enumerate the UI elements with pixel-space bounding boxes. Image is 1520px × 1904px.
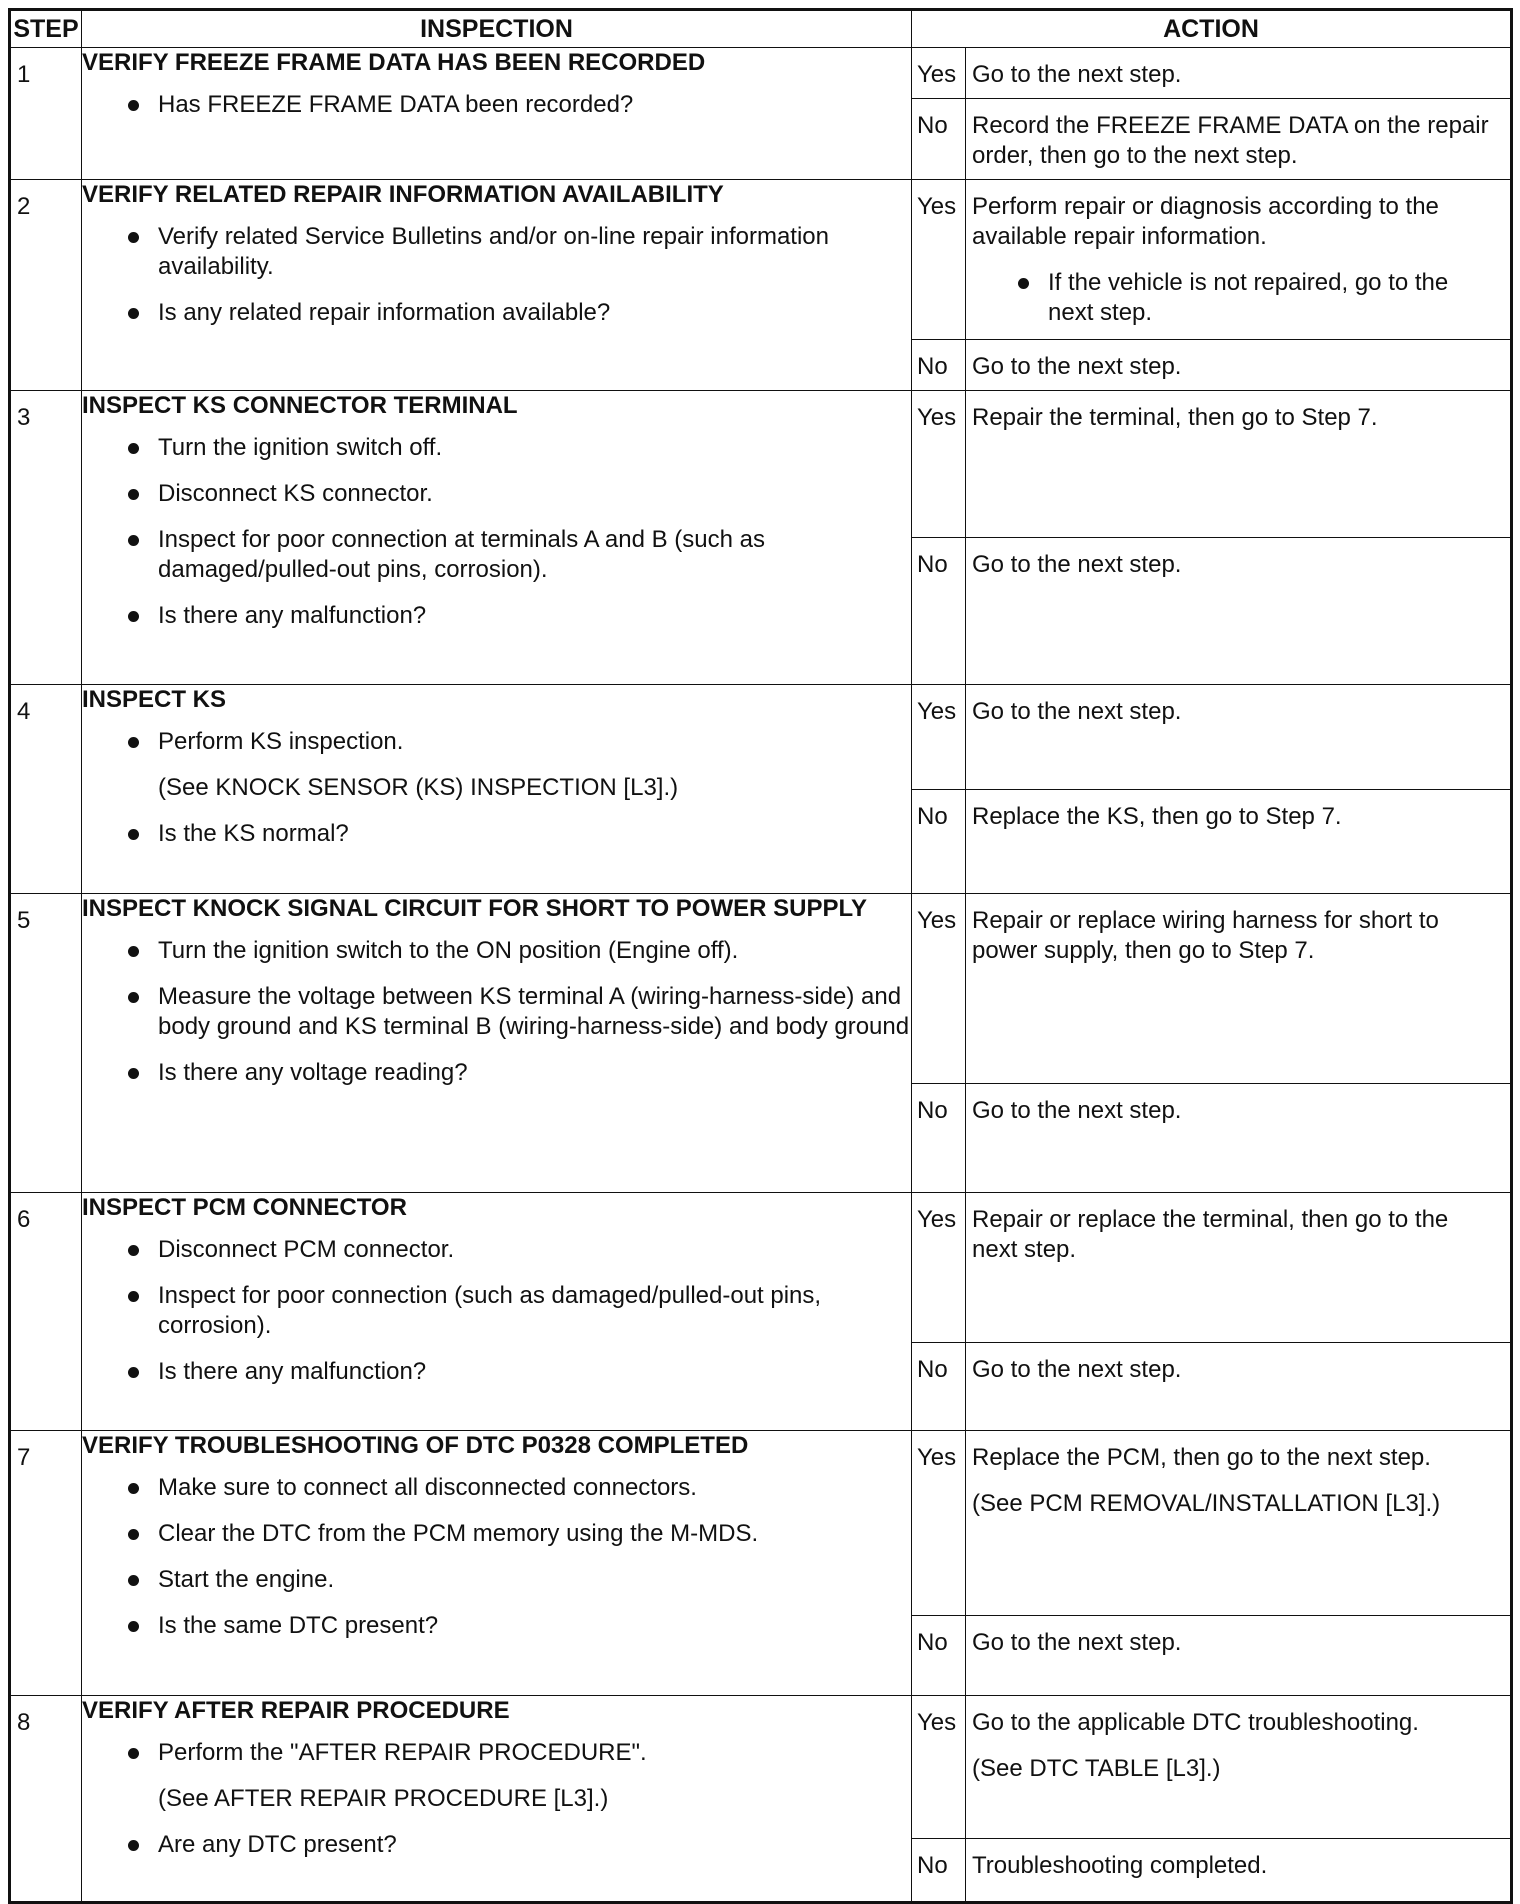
yes-action-reference: (See PCM REMOVAL/INSTALLATION [L3].) [972,1490,1441,1517]
yes-action: Repair or replace the terminal, then go to the next step. [966,1193,1512,1343]
yes-label: Yes [912,1431,966,1616]
bullet-icon [128,992,139,1003]
bullet-icon [128,829,139,840]
inspection-item: Inspect for poor connection at terminals A and B (such as damaged/pulled-out pins, corrosion). [82,525,911,585]
inspection-item: Perform KS inspection. [82,727,911,757]
no-label: No [912,99,966,180]
bullet-icon [128,1575,139,1586]
inspection-title: INSPECT PCM CONNECTOR [82,1194,407,1221]
bullet-icon [128,1483,139,1494]
inspection-item: Has FREEZE FRAME DATA been recorded? [82,90,911,120]
step-number: 1 [10,48,82,180]
no-action: Go to the next step. [966,538,1512,685]
yes-label: Yes [912,685,966,790]
no-label: No [912,1084,966,1193]
step-number: 8 [10,1696,82,1903]
bullet-icon [128,1748,139,1759]
header-action: ACTION [912,10,1512,48]
yes-label: Yes [912,48,966,99]
bullet-icon [128,232,139,243]
step-row-yes [10,1193,1512,1343]
no-action: Replace the KS, then go to Step 7. [966,790,1512,894]
step-row-yes [10,894,1512,1084]
inspection-item: Is there any malfunction? [82,601,911,631]
yes-action: Go to the next step. [966,685,1512,790]
bullet-icon [128,1529,139,1540]
bullet-icon [128,1068,139,1079]
inspection-cell [82,894,912,1193]
inspection-reference: (See AFTER REPAIR PROCEDURE [L3].) [158,1785,609,1812]
yes-action-bullet: If the vehicle is not repaired, go to the next step. [972,268,1500,328]
no-action: Record the FREEZE FRAME DATA on the repair order, then go to the next step. [966,99,1512,180]
bullet-icon [128,946,139,957]
inspection-item: Turn the ignition switch off. [82,433,911,463]
step-row-yes [10,180,1512,340]
inspection-item: Is the same DTC present? [82,1611,911,1641]
bullet-icon [128,611,139,622]
bullet-icon [128,1367,139,1378]
header-inspection: INSPECTION [82,10,912,48]
inspection-cell [82,48,912,180]
yes-label: Yes [912,180,966,340]
bullet-icon [128,1245,139,1256]
yes-action: Repair or replace wiring harness for short to power supply, then go to Step 7. [966,894,1512,1084]
inspection-item: Perform the "AFTER REPAIR PROCEDURE". [82,1738,911,1768]
bullet-icon [1018,278,1029,289]
yes-label: Yes [912,1193,966,1343]
inspection-item: Is there any malfunction? [82,1357,911,1387]
inspection-item: Disconnect KS connector. [82,479,911,509]
step-number: 7 [10,1431,82,1696]
inspection-item: Is any related repair information available? [82,298,911,328]
inspection-title: INSPECT KS CONNECTOR TERMINAL [82,392,518,419]
no-action: Go to the next step. [966,340,1512,391]
inspection-cell [82,1431,912,1696]
inspection-cell [82,180,912,391]
inspection-title: INSPECT KNOCK SIGNAL CIRCUIT FOR SHORT TO POWER SUPPLY [82,895,867,922]
step-row-yes [10,391,1512,538]
no-action: Go to the next step. [966,1616,1512,1696]
step-number: 5 [10,894,82,1193]
inspection-item: Measure the voltage between KS terminal A (wiring-harness-side) and body ground and KS terminal B (wiring-harness-side) and body ground [82,982,911,1042]
no-label: No [912,1839,966,1903]
inspection-reference: (See KNOCK SENSOR (KS) INSPECTION [L3].) [158,774,679,801]
yes-label: Yes [912,391,966,538]
bullet-icon [128,1840,139,1851]
bullet-icon [128,737,139,748]
bullet-icon [128,100,139,111]
no-action: Go to the next step. [966,1343,1512,1431]
header-row [10,10,1512,48]
no-label: No [912,340,966,391]
bullet-icon [128,443,139,454]
no-label: No [912,1343,966,1431]
inspection-item: Is there any voltage reading? [82,1058,911,1088]
yes-action-text: Go to the applicable DTC troubleshooting. [972,1709,1419,1736]
yes-label: Yes [912,894,966,1084]
no-label: No [912,1616,966,1696]
yes-action: Go to the next step. [966,48,1512,99]
bullet-icon [128,489,139,500]
inspection-title: INSPECT KS [82,686,227,713]
inspection-title: VERIFY FREEZE FRAME DATA HAS BEEN RECORDED [82,49,706,76]
diagnostic-procedure-table [8,8,1513,1904]
step-row-yes [10,1431,1512,1616]
inspection-item: Make sure to connect all disconnected connectors. [82,1473,911,1503]
step-number: 3 [10,391,82,685]
step-row-yes [10,1696,1512,1839]
step-row-yes [10,685,1512,790]
inspection-item: Turn the ignition switch to the ON position (Engine off). [82,936,911,966]
inspection-cell [82,1193,912,1431]
yes-action-text: Perform repair or diagnosis according to the available repair information. [972,193,1439,250]
bullet-icon [128,1291,139,1302]
yes-action-reference: (See DTC TABLE [L3].) [972,1755,1221,1782]
step-number: 6 [10,1193,82,1431]
yes-label: Yes [912,1696,966,1839]
inspection-title: VERIFY AFTER REPAIR PROCEDURE [82,1697,510,1724]
bullet-icon [128,1621,139,1632]
yes-action [966,180,1512,340]
step-number: 2 [10,180,82,391]
inspection-item: Is the KS normal? [82,819,911,849]
no-action: Troubleshooting completed. [966,1839,1512,1903]
inspection-item: Are any DTC present? [82,1830,911,1860]
inspection-title: VERIFY RELATED REPAIR INFORMATION AVAILABILITY [82,181,724,208]
no-action: Go to the next step. [966,1084,1512,1193]
inspection-item: Verify related Service Bulletins and/or on-line repair information availability. [82,222,911,282]
bullet-icon [128,308,139,319]
inspection-item: Start the engine. [82,1565,911,1595]
yes-action: Repair the terminal, then go to Step 7. [966,391,1512,538]
header-step: STEP [10,10,82,48]
yes-action [966,1696,1512,1839]
inspection-item: Clear the DTC from the PCM memory using the M-MDS. [82,1519,911,1549]
no-label: No [912,538,966,685]
step-row-yes [10,48,1512,99]
inspection-cell [82,685,912,894]
yes-action-text: Replace the PCM, then go to the next step. [972,1444,1431,1471]
yes-action [966,1431,1512,1616]
inspection-item: Disconnect PCM connector. [82,1235,911,1265]
inspection-cell [82,391,912,685]
step-number: 4 [10,685,82,894]
inspection-cell [82,1696,912,1903]
inspection-item: Inspect for poor connection (such as damaged/pulled-out pins, corrosion). [82,1281,911,1341]
inspection-title: VERIFY TROUBLESHOOTING OF DTC P0328 COMPLETED [82,1432,749,1459]
no-label: No [912,790,966,894]
bullet-icon [128,535,139,546]
